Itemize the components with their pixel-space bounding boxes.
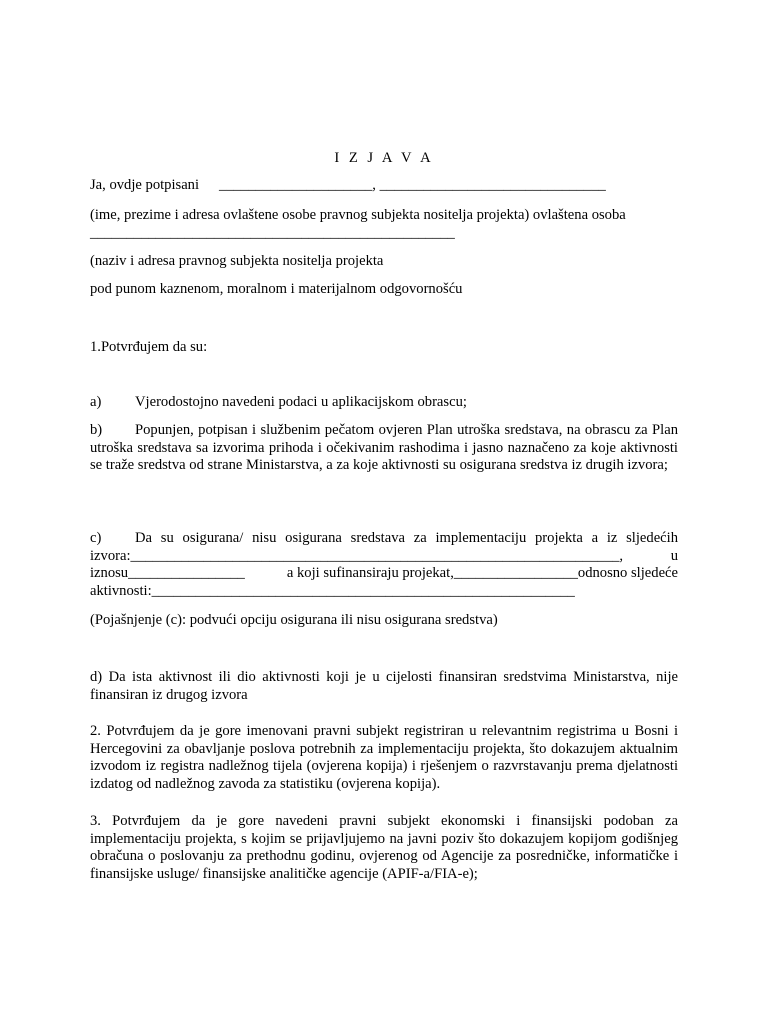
document-title: I Z J A V A: [334, 150, 434, 166]
item-c-line-1: [90, 530, 678, 548]
item-c-cofinance-text: a koji sufinansiraju projekat,_________________odnosno sljedeće: [286, 565, 678, 581]
item-c-amount-blank: iznosu________________: [90, 565, 245, 581]
authorized-person-line: [90, 207, 678, 242]
item-c-line-2: [90, 548, 678, 566]
item-b-text: Popunjen, potpisan i službenim pečatom ovjeren Plan utroška sredstava, na obrascu za Plan utroška sredstava sa izvorima prihoda i očekivanim rashodima i jasno naznačeno za koje aktivnosti se traže sredstva od strane Ministarstva, a za koje aktivnosti su osigurana sredstva iz drugih izvora;: [90, 422, 678, 473]
signatory-blanks: _____________________, _______________________________: [219, 177, 606, 193]
item-b: [90, 422, 678, 475]
item-a: [90, 394, 678, 412]
responsibility-line: pod punom kaznenom, moralnom i materijalnom odgovornošću: [90, 281, 463, 297]
item-a-text: Vjerodostojno navedeni podaci u aplikacijskom obrascu;: [135, 394, 467, 410]
item-c-sources-blank: izvora:___________________________________________________________________,: [90, 547, 624, 564]
section-3: 3. Potvrđujem da je gore navedeni pravni subjekt ekonomski i finansijski podoban za implementaciju projekta, s kojim se prijavljujemo na javni poziv što dokazujem kopijom godišnjeg obračuna o poslovanju za prethodnu godinu, ovjerenog od Agencije za posredničke, informatičke i finansijske usluge/ finansijske analitičke agencije (APIF-a/FIA-e);: [90, 813, 678, 882]
item-c-activities-blank: aktivnosti:__________________________________________________________: [90, 582, 575, 599]
item-b-label: b): [90, 422, 103, 438]
signatory-line: [90, 177, 678, 195]
item-a-label: a): [90, 394, 102, 410]
item-c-line-1-text: Da su osigurana/ nisu osigurana sredstava za implementaciju projekta a iz sljedećih: [135, 530, 678, 546]
legal-entity-blank: __________________________________________________: [90, 224, 455, 241]
item-d: d) Da ista aktivnost ili dio aktivnosti koji je u cijelosti finansiran sredstvima Ministarstva, nije finansiran iz drugog izvora: [90, 669, 678, 703]
section-1-heading: 1.Potvrđujem da su:: [90, 339, 208, 355]
item-c-u: u: [670, 547, 678, 564]
document-page: [90, 0, 678, 1024]
section-2: 2. Potvrđujem da je gore imenovani pravni subjekt registriran u relevantnim registrima u Bosni i Hercegovini za obavljanje poslova potrebnih za implementaciju projekta, što dokazujem aktualnim izvodom iz registra nadležnog tijela (ovjerena kopija) i rješenjem o razvrstavanju prema djelatnosti izdatog od nadležnog zavoda za statistiku (ovjerena kopija).: [90, 723, 678, 792]
signatory-label: Ja, ovdje potpisani: [90, 177, 200, 193]
item-c-line-3: [90, 565, 678, 583]
legal-entity-caption: (naziv i adresa pravnog subjekta nositelja projekta: [90, 253, 384, 269]
item-c-label: c): [90, 530, 102, 546]
authorized-person-text: (ime, prezime i adresa ovlaštene osobe pravnog subjekta nositelja projekta) ovlaštena osoba: [90, 207, 626, 223]
item-c: [90, 530, 678, 600]
item-c-note: (Pojašnjenje (c): podvući opciju osigurana ili nisu osigurana sredstva): [90, 612, 498, 628]
